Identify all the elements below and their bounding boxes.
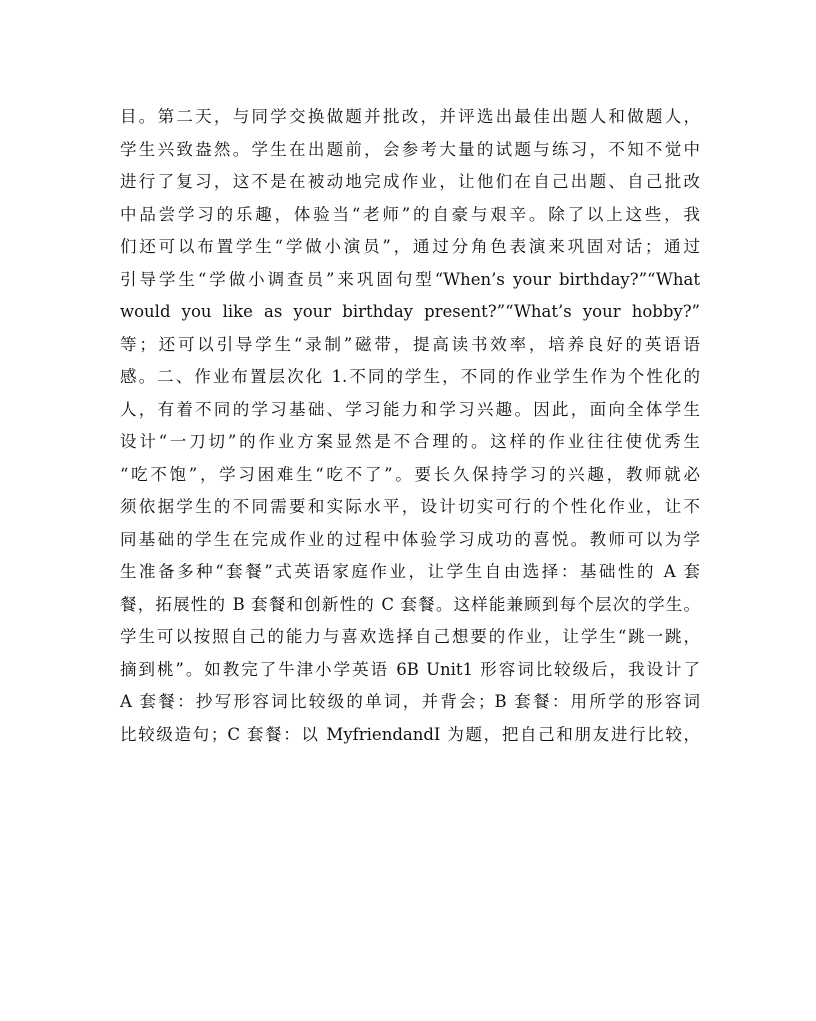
text-line: 学生可以按照自己的能力与喜欢选择自己想要的作业，让学生“跳一跳，: [120, 627, 700, 646]
text-line: “吃不饱”，学习困难生“吃不了”。要长久保持学习的兴趣，教师就必: [120, 464, 700, 484]
text-line: 摘到桃”。如教完了牛津小学英语 6B Unit1 形容词比较级后，我设计了: [120, 659, 700, 679]
text-line: 生准备多种“套餐”式英语家庭作业，让学生自由选择：基础性的 A 套: [120, 562, 700, 581]
text-line: 人，有着不同的学习基础、学习能力和学习兴趣。因此，面向全体学生: [120, 399, 700, 419]
text-line: 学生兴致盎然。学生在出题前，会参考大量的试题与练习，不知不觉中: [120, 139, 700, 159]
text-line: 比较级造句；C 套餐：以 MyfriendandI 为题，把自己和朋友进行比较，: [120, 724, 700, 744]
body-text: [120, 97, 700, 747]
text-line: A 套餐：抄写形容词比较级的单词，并背会；B 套餐：用所学的形容词: [120, 692, 700, 711]
text-line: 们还可以布置学生“学做小演员”，通过分角色表演来巩固对话；通过: [120, 237, 700, 256]
text-line: 等；还可以引导学生“录制”磁带，提高读书效率，培养良好的英语语: [120, 334, 700, 354]
text-line: 进行了复习，这不是在被动地完成作业，让他们在自己出题、自己批改: [120, 172, 700, 191]
text-line: 同基础的学生在完成作业的过程中体验学习成功的喜悦。教师可以为学: [120, 529, 700, 549]
text-line: 中品尝学习的乐趣，体验当“老师”的自豪与艰辛。除了以上这些，我: [120, 204, 700, 224]
text-line: 设计“一刀切”的作业方案显然是不合理的。这样的作业往往使优秀生: [120, 432, 700, 451]
text-line: 餐，拓展性的 B 套餐和创新性的 C 套餐。这样能兼顾到每个层次的学生。: [120, 594, 700, 614]
text-line: 感。二、作业布置层次化 1.不同的学生，不同的作业学生作为个性化的: [120, 367, 700, 386]
text-line: 须依据学生的不同需要和实际水平，设计切实可行的个性化作业，让不: [120, 497, 700, 516]
text-line: 引导学生“学做小调查员”来巩固句型“When’s your birthday?”“What: [120, 269, 700, 289]
text-line: 目。第二天，与同学交换做题并批改，并评选出最佳出题人和做题人，: [120, 107, 700, 126]
text-line: would you like as your birthday present?”“What’s your hobby?”: [120, 302, 700, 321]
